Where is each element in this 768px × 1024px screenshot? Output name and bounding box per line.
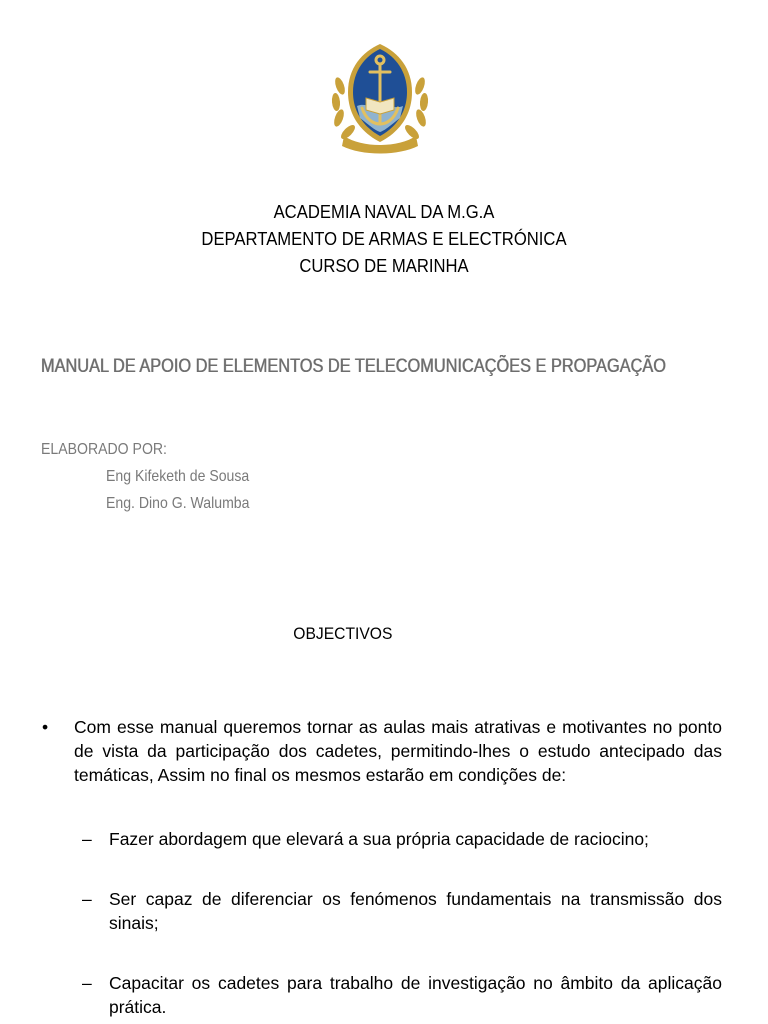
authors-block: [41, 436, 269, 517]
dash-icon: –: [82, 889, 92, 909]
academia-naval-emblem: [326, 38, 434, 156]
institution-name: ACADEMIA NAVAL DA M.G.A: [273, 201, 495, 222]
institution-header: [0, 198, 768, 279]
objectives-title: OBJECTIVOS: [292, 624, 393, 643]
course-name: CURSO DE MARINHA: [299, 255, 469, 276]
objective-item: [82, 887, 722, 935]
author-name: Eng Kifeketh de Sousa: [106, 468, 250, 485]
dash-icon: –: [82, 829, 92, 849]
objective-item-text: Capacitar os cadetes para trabalho de investigação no âmbito da aplicação prática.: [109, 973, 722, 1017]
objectives-intro: [42, 715, 722, 787]
objective-item-text: Fazer abordagem que elevará a sua própria capacidade de raciocino;: [109, 829, 649, 849]
author-name: Eng. Dino G. Walumba: [106, 495, 250, 512]
objectives-intro-text: Com esse manual queremos tornar as aulas mais atrativas e motivantes no ponto de vista da participação dos cadetes, permitindo-lhes o estudo antecipado das temáticas, Assim no final os mesmos estarão em condições de:: [74, 717, 722, 785]
bullet-icon: •: [42, 717, 49, 737]
manual-title: MANUAL DE APOIO DE ELEMENTOS DE TELECOMUNICAÇÕES E PROPAGAÇÃO: [41, 356, 667, 377]
objective-item: [82, 827, 722, 851]
department-name: DEPARTAMENTO DE ARMAS E ELECTRÓNICA: [201, 228, 567, 249]
authors-label: ELABORADO POR:: [41, 441, 167, 458]
objective-item: [82, 971, 722, 1019]
objective-item-text: Ser capaz de diferenciar os fenómenos fundamentais na transmissão dos sinais;: [109, 889, 722, 933]
dash-icon: –: [82, 973, 92, 993]
objectives-heading: [0, 624, 685, 644]
